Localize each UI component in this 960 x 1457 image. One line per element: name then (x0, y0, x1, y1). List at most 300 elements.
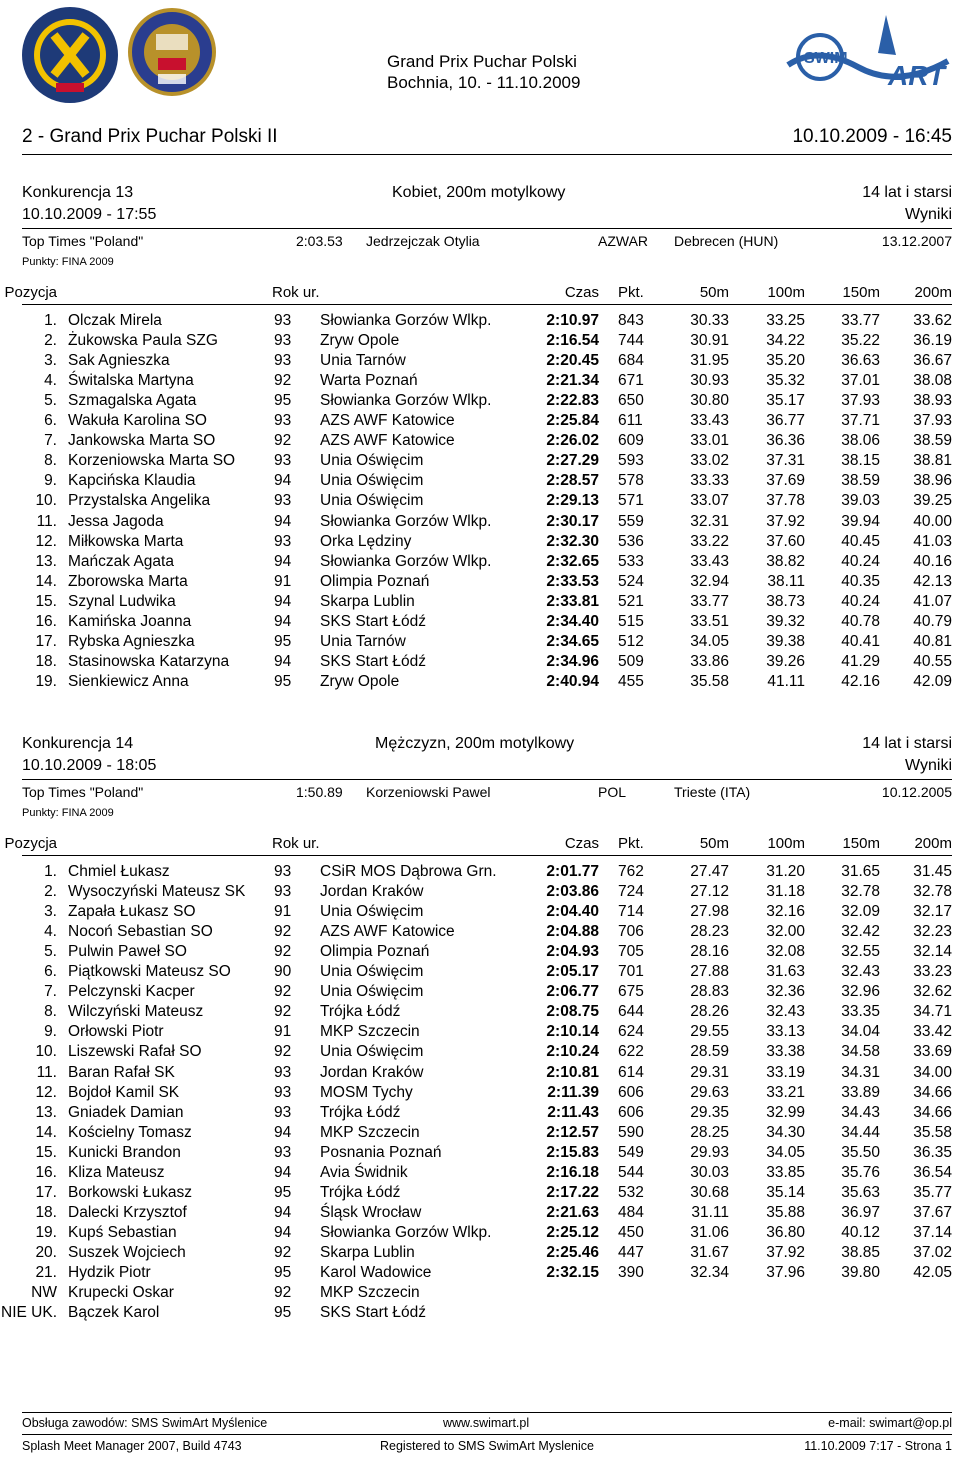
footer-software: Splash Meet Manager 2007, Build 4743 (22, 1439, 242, 1453)
birth-year: 93 (274, 332, 292, 350)
split-50m: 29.63 (690, 1083, 729, 1101)
swimmer-name: Korzeniowska Marta SO (68, 452, 236, 470)
split-50m: 33.43 (690, 552, 729, 570)
birth-year: 93 (274, 1083, 292, 1101)
club-name: Unia Oświęcim (320, 452, 424, 470)
result-time: 2:30.17 (546, 512, 599, 530)
birth-year: 93 (274, 1143, 292, 1161)
result-position: 3. (44, 352, 57, 370)
footer-registered: Registered to SMS SwimArt Myslenice (380, 1439, 594, 1453)
split-50m: 32.31 (690, 512, 729, 530)
split-100m: 33.25 (766, 312, 805, 329)
split-50m: 34.05 (690, 632, 729, 650)
split-100m: 38.11 (767, 572, 805, 590)
col-150m: 150m (842, 284, 880, 301)
split-50m: 30.03 (690, 1163, 729, 1181)
table-row (0, 863, 960, 883)
table-row (0, 1264, 960, 1284)
split-150m: 36.63 (841, 352, 880, 370)
swimmer-name: Dalecki Krzysztof (68, 1203, 187, 1221)
club-name: SKS Start Łódź (320, 612, 426, 630)
birth-year: 92 (274, 1043, 292, 1061)
record-date: 13.12.2007 (881, 233, 952, 249)
table-row (0, 673, 960, 693)
result-time: 2:10.14 (546, 1023, 599, 1041)
top-times-label: Top Times "Poland" (22, 233, 144, 249)
split-50m: 30.80 (690, 392, 729, 410)
record-club: POL (598, 784, 627, 800)
split-100m: 34.22 (766, 332, 805, 350)
result-time: 2:11.39 (547, 1083, 599, 1101)
split-200m: 32.23 (913, 923, 952, 941)
result-position: 4. (44, 372, 57, 390)
split-200m: 39.25 (913, 492, 952, 510)
fina-points: 509 (618, 652, 644, 670)
table-row (0, 1304, 960, 1324)
split-100m: 37.78 (766, 492, 805, 510)
swimmer-name: Kupś Sebastian (68, 1223, 177, 1241)
swimmer-name: Bączek Karol (68, 1304, 160, 1322)
split-200m: 34.00 (913, 1063, 952, 1081)
club-name: Skarpa Lublin (320, 592, 415, 610)
split-50m: 33.51 (690, 612, 729, 630)
fina-points: 533 (618, 552, 644, 570)
result-position: 7. (44, 432, 57, 450)
split-200m: 34.66 (913, 1083, 952, 1101)
birth-year: 95 (274, 1183, 292, 1201)
birth-year: 93 (274, 863, 292, 880)
table-row (0, 312, 960, 332)
swimmer-name: Orłowski Piotr (68, 1023, 164, 1041)
split-100m: 33.21 (766, 1083, 805, 1101)
fina-points: 455 (618, 672, 644, 690)
session-title: 2 - Grand Prix Puchar Polski II (22, 126, 278, 147)
split-100m: 32.16 (766, 903, 805, 921)
result-time: 2:12.57 (546, 1123, 599, 1141)
col-100m: 100m (767, 284, 805, 301)
split-100m: 33.85 (766, 1163, 805, 1181)
split-200m: 36.19 (913, 332, 952, 350)
record-place: Debrecen (HUN) (674, 233, 779, 249)
table-row (0, 1244, 960, 1264)
birth-year: 95 (274, 672, 292, 690)
split-200m: 31.45 (913, 863, 952, 880)
split-150m: 33.77 (841, 312, 880, 329)
split-200m: 37.93 (913, 412, 952, 430)
split-200m: 38.96 (913, 472, 952, 490)
fina-points: 390 (618, 1264, 644, 1281)
result-time: 2:32.15 (546, 1264, 599, 1281)
split-100m: 33.38 (766, 1043, 805, 1061)
split-200m: 32.17 (913, 903, 952, 921)
result-time: 2:04.88 (546, 923, 599, 941)
split-100m: 32.00 (766, 923, 805, 941)
result-position: 14. (35, 572, 57, 590)
split-200m: 41.07 (913, 592, 952, 610)
table-row (0, 553, 960, 573)
swimmer-name: Gniadek Damian (68, 1103, 184, 1121)
birth-year: 94 (274, 1163, 292, 1181)
table-row (0, 352, 960, 372)
fina-points: 614 (618, 1063, 644, 1081)
fina-points: 622 (618, 1043, 644, 1061)
result-time: 2:34.96 (546, 652, 599, 670)
split-100m: 31.18 (766, 883, 805, 901)
result-position: 21. (35, 1264, 57, 1281)
split-200m: 41.03 (913, 532, 952, 550)
swimmer-name: Bojdoł Kamil SK (68, 1083, 180, 1101)
club-name: MOSM Tychy (320, 1083, 413, 1101)
fina-points: 524 (618, 572, 644, 590)
split-50m: 27.47 (690, 863, 729, 880)
club-name: Warta Poznań (320, 372, 418, 390)
split-150m: 34.58 (841, 1043, 880, 1061)
table-row (0, 432, 960, 452)
divider (22, 779, 952, 780)
event-status: Wyniki (905, 757, 952, 774)
birth-year: 94 (274, 592, 292, 610)
split-50m: 30.91 (690, 332, 729, 350)
split-100m: 35.20 (766, 352, 805, 370)
split-50m: 29.55 (690, 1023, 729, 1041)
table-row (0, 923, 960, 943)
table-row (0, 883, 960, 903)
footer-divider (22, 1412, 952, 1413)
result-time: 2:32.65 (546, 552, 599, 570)
meet-place-date: Bochnia, 10. - 11.10.2009 (387, 73, 581, 92)
split-150m: 35.76 (841, 1163, 880, 1181)
result-position: 1. (44, 863, 57, 880)
table-row (0, 613, 960, 633)
club-name: Zryw Opole (320, 332, 400, 350)
split-150m: 37.01 (841, 372, 880, 390)
swimmer-name: Nocoń Sebastian SO (68, 923, 213, 941)
table-row (0, 983, 960, 1003)
split-50m: 27.88 (690, 963, 729, 981)
pzp-logo (20, 5, 120, 105)
fina-points: 762 (618, 863, 644, 880)
birth-year: 93 (274, 1063, 292, 1081)
result-time: 2:25.46 (546, 1243, 599, 1261)
birth-year: 94 (274, 512, 292, 530)
split-50m: 31.11 (691, 1203, 729, 1221)
split-150m: 34.44 (841, 1123, 880, 1141)
table-row (0, 1064, 960, 1084)
split-150m: 40.12 (841, 1223, 880, 1241)
split-200m: 42.05 (913, 1264, 952, 1281)
result-position: 12. (35, 1083, 57, 1101)
split-50m: 32.94 (690, 572, 729, 590)
result-position: 15. (35, 1143, 57, 1161)
split-100m: 36.36 (766, 432, 805, 450)
record-club: AZWAR (598, 233, 649, 249)
split-200m: 34.66 (913, 1103, 952, 1121)
table-row (0, 633, 960, 653)
split-150m: 31.65 (841, 863, 880, 880)
split-200m: 34.71 (913, 1003, 952, 1021)
fina-points: 593 (618, 452, 644, 470)
split-150m: 33.35 (841, 1003, 880, 1021)
result-time: 2:10.81 (546, 1063, 599, 1081)
split-100m: 31.20 (766, 863, 805, 880)
split-150m: 38.59 (841, 472, 880, 490)
split-200m: 40.79 (913, 612, 952, 630)
split-200m: 37.02 (913, 1243, 952, 1261)
top-times-label: Top Times "Poland" (22, 784, 144, 800)
swimmer-name: Zapała Łukasz SO (68, 903, 196, 921)
divider (22, 228, 952, 229)
result-position: 11. (36, 1063, 57, 1081)
club-name: Unia Tarnów (320, 632, 406, 650)
split-100m: 38.82 (766, 552, 805, 570)
result-time: 2:26.02 (546, 432, 599, 450)
birth-year: 91 (274, 903, 292, 921)
swimmer-name: Baran Rafał SK (68, 1063, 175, 1081)
result-time: 2:16.54 (546, 332, 599, 350)
split-50m: 28.16 (690, 943, 729, 961)
col-50m: 50m (699, 835, 729, 852)
split-200m: 37.14 (913, 1223, 952, 1241)
event-description: Kobiet, 200m motylkowy (392, 184, 566, 201)
table-row (0, 533, 960, 553)
split-200m: 38.08 (913, 372, 952, 390)
club-name: Jordan Kraków (320, 1063, 424, 1081)
split-150m: 34.43 (841, 1103, 880, 1121)
birth-year: 94 (274, 1123, 292, 1141)
record-date: 10.12.2005 (881, 784, 952, 800)
result-position: NIE UK. (1, 1304, 57, 1322)
club-name: AZS AWF Katowice (320, 432, 455, 450)
fina-points: 611 (618, 412, 643, 430)
fina-points: 515 (618, 612, 644, 630)
footer-website[interactable]: www.swimart.pl (443, 1416, 530, 1430)
col-100m: 100m (767, 835, 805, 852)
footer-email[interactable]: e-mail: swimart@op.pl (828, 1416, 952, 1430)
col-150m: 150m (842, 835, 880, 852)
table-row (0, 1164, 960, 1184)
result-position: NW (31, 1284, 57, 1302)
split-200m: 33.62 (913, 312, 952, 329)
club-name: Unia Oświęcim (320, 1043, 424, 1061)
split-150m: 38.15 (841, 452, 880, 470)
club-name: Słowianka Gorzów Wlkp. (320, 312, 492, 329)
result-position: 5. (44, 392, 57, 410)
swimart-logo (778, 5, 956, 105)
birth-year: 92 (274, 432, 292, 450)
svg-text:SWIM: SWIM (804, 50, 848, 67)
birth-year: 93 (274, 1103, 292, 1121)
split-150m: 38.06 (841, 432, 880, 450)
result-position: 11. (36, 512, 57, 530)
result-position: 19. (35, 1223, 57, 1241)
split-200m: 38.81 (913, 452, 952, 470)
swimmer-name: Piątkowski Mateusz SO (68, 963, 231, 981)
fina-points: 578 (618, 472, 644, 490)
fina-points: 571 (618, 492, 644, 510)
divider (22, 855, 952, 856)
split-150m: 39.03 (841, 492, 880, 510)
table-row (0, 332, 960, 352)
split-100m: 33.13 (766, 1023, 805, 1041)
club-name: Unia Oświęcim (320, 903, 424, 921)
birth-year: 92 (274, 372, 292, 390)
fina-points: 650 (618, 392, 644, 410)
club-name: Karol Wadowice (320, 1264, 432, 1281)
result-time: 2:10.24 (546, 1043, 599, 1061)
result-position: 16. (35, 1163, 57, 1181)
event-datetime: 10.10.2009 - 18:05 (22, 757, 157, 774)
svg-text:ART: ART (888, 60, 946, 91)
split-50m: 28.23 (690, 923, 729, 941)
split-100m: 32.36 (766, 983, 805, 1001)
swimmer-name: Olczak Mirela (68, 312, 162, 329)
swimmer-name: Stasinowska Katarzyna (68, 652, 230, 670)
split-100m: 32.99 (766, 1103, 805, 1121)
split-200m: 35.58 (913, 1123, 952, 1141)
table-row (0, 963, 960, 983)
split-150m: 40.78 (841, 612, 880, 630)
result-time: 2:10.97 (546, 312, 599, 329)
col-50m: 50m (699, 284, 729, 301)
col-pkt: Pkt. (618, 284, 644, 301)
record-name: Korzeniowski Pawel (366, 784, 491, 800)
table-row (0, 492, 960, 512)
event-age: 14 lat i starsi (862, 735, 952, 752)
meet-title: Grand Prix Puchar Polski (387, 52, 577, 71)
split-50m: 35.58 (690, 672, 729, 690)
split-100m: 35.32 (766, 372, 805, 390)
split-150m: 34.31 (841, 1063, 880, 1081)
result-time: 2:25.84 (546, 412, 599, 430)
swimmer-name: Kliza Mateusz (68, 1163, 165, 1181)
result-position: 1. (44, 312, 57, 329)
swimmer-name: Hydzik Piotr (68, 1264, 151, 1281)
swimmer-name: Szmagalska Agata (68, 392, 197, 410)
swimmer-name: Pulwin Paweł SO (68, 943, 187, 961)
club-name: Posnania Poznań (320, 1143, 442, 1161)
divider (22, 154, 952, 155)
fina-points: 606 (618, 1103, 644, 1121)
split-150m: 35.50 (841, 1143, 880, 1161)
split-200m: 38.59 (913, 432, 952, 450)
club-name: SKS Start Łódź (320, 652, 426, 670)
col-pozycja: Pozycja (4, 284, 57, 301)
result-position: 6. (44, 412, 57, 430)
split-200m: 32.62 (913, 983, 952, 1001)
points-label: Punkty: FINA 2009 (22, 807, 114, 819)
fina-points: 624 (618, 1023, 644, 1041)
split-50m: 33.86 (690, 652, 729, 670)
result-time: 2:08.75 (546, 1003, 599, 1021)
club-name: Słowianka Gorzów Wlkp. (320, 552, 492, 570)
table-row (0, 903, 960, 923)
split-200m: 33.42 (913, 1023, 952, 1041)
birth-year: 93 (274, 312, 292, 329)
club-name: Trójka Łódź (320, 1183, 401, 1201)
birth-year: 93 (274, 532, 292, 550)
club-name: Słowianka Gorzów Wlkp. (320, 392, 492, 410)
birth-year: 94 (274, 652, 292, 670)
event-datetime: 10.10.2009 - 17:55 (22, 206, 157, 223)
split-150m: 37.93 (841, 392, 880, 410)
birth-year: 91 (274, 1023, 292, 1041)
club-name: Orka Lędziny (320, 532, 412, 550)
swimmer-name: Świtalska Martyna (68, 372, 194, 390)
split-100m: 37.69 (766, 472, 805, 490)
swimmer-name: Kamińska Joanna (68, 612, 192, 630)
split-200m: 40.16 (913, 552, 952, 570)
split-100m: 35.88 (766, 1203, 805, 1221)
swimmer-name: Wysoczyński Mateusz SK (68, 883, 246, 901)
points-label: Punkty: FINA 2009 (22, 256, 114, 268)
table-row (0, 1204, 960, 1224)
split-50m: 33.43 (690, 412, 729, 430)
result-position: 16. (35, 612, 57, 630)
split-50m: 31.67 (690, 1243, 729, 1261)
split-200m: 33.23 (913, 963, 952, 981)
birth-year: 94 (274, 1203, 292, 1221)
birth-year: 95 (274, 1264, 292, 1281)
club-name: CSiR MOS Dąbrowa Grn. (320, 863, 497, 880)
result-time: 2:11.43 (547, 1103, 599, 1121)
club-name: Trójka Łódź (320, 1103, 401, 1121)
birth-year: 94 (274, 472, 292, 490)
swimmer-name: Kościelny Tomasz (68, 1123, 192, 1141)
record-place: Trieste (ITA) (674, 784, 751, 800)
result-position: 17. (35, 632, 57, 650)
result-time: 2:40.94 (546, 672, 599, 690)
table-row (0, 452, 960, 472)
fina-points: 521 (618, 592, 644, 610)
split-100m: 39.26 (766, 652, 805, 670)
split-100m: 32.08 (766, 943, 805, 961)
fina-points: 714 (618, 903, 644, 921)
fina-points: 609 (618, 432, 644, 450)
swimmer-name: Mańczak Agata (68, 552, 174, 570)
split-100m: 36.80 (766, 1223, 805, 1241)
club-name: Skarpa Lublin (320, 1243, 415, 1261)
split-50m: 27.12 (690, 883, 729, 901)
fina-points: 450 (618, 1223, 644, 1241)
birth-year: 95 (274, 632, 292, 650)
result-position: 2. (44, 883, 57, 901)
result-position: 10. (35, 492, 57, 510)
table-row (0, 573, 960, 593)
fina-points: 606 (618, 1083, 644, 1101)
result-position: 14. (35, 1123, 57, 1141)
table-row (0, 1104, 960, 1124)
split-150m: 40.24 (841, 592, 880, 610)
table-row (0, 1124, 960, 1144)
result-position: 4. (44, 923, 57, 941)
kozp-logo (128, 0, 216, 112)
result-position: 2. (44, 332, 57, 350)
result-time: 2:22.83 (546, 392, 599, 410)
split-100m: 33.19 (766, 1063, 805, 1081)
birth-year: 94 (274, 612, 292, 630)
swimmer-name: Miłkowska Marta (68, 532, 184, 550)
swimmer-name: Chmiel Łukasz (68, 863, 170, 880)
birth-year: 91 (274, 572, 292, 590)
split-150m: 40.45 (841, 532, 880, 550)
club-name: Avia Świdnik (320, 1163, 408, 1181)
club-name: Trójka Łódź (320, 1003, 401, 1021)
split-150m: 35.63 (841, 1183, 880, 1201)
result-time: 2:15.83 (546, 1143, 599, 1161)
split-150m: 32.96 (841, 983, 880, 1001)
result-time: 2:16.18 (546, 1163, 599, 1181)
table-row (0, 1003, 960, 1023)
